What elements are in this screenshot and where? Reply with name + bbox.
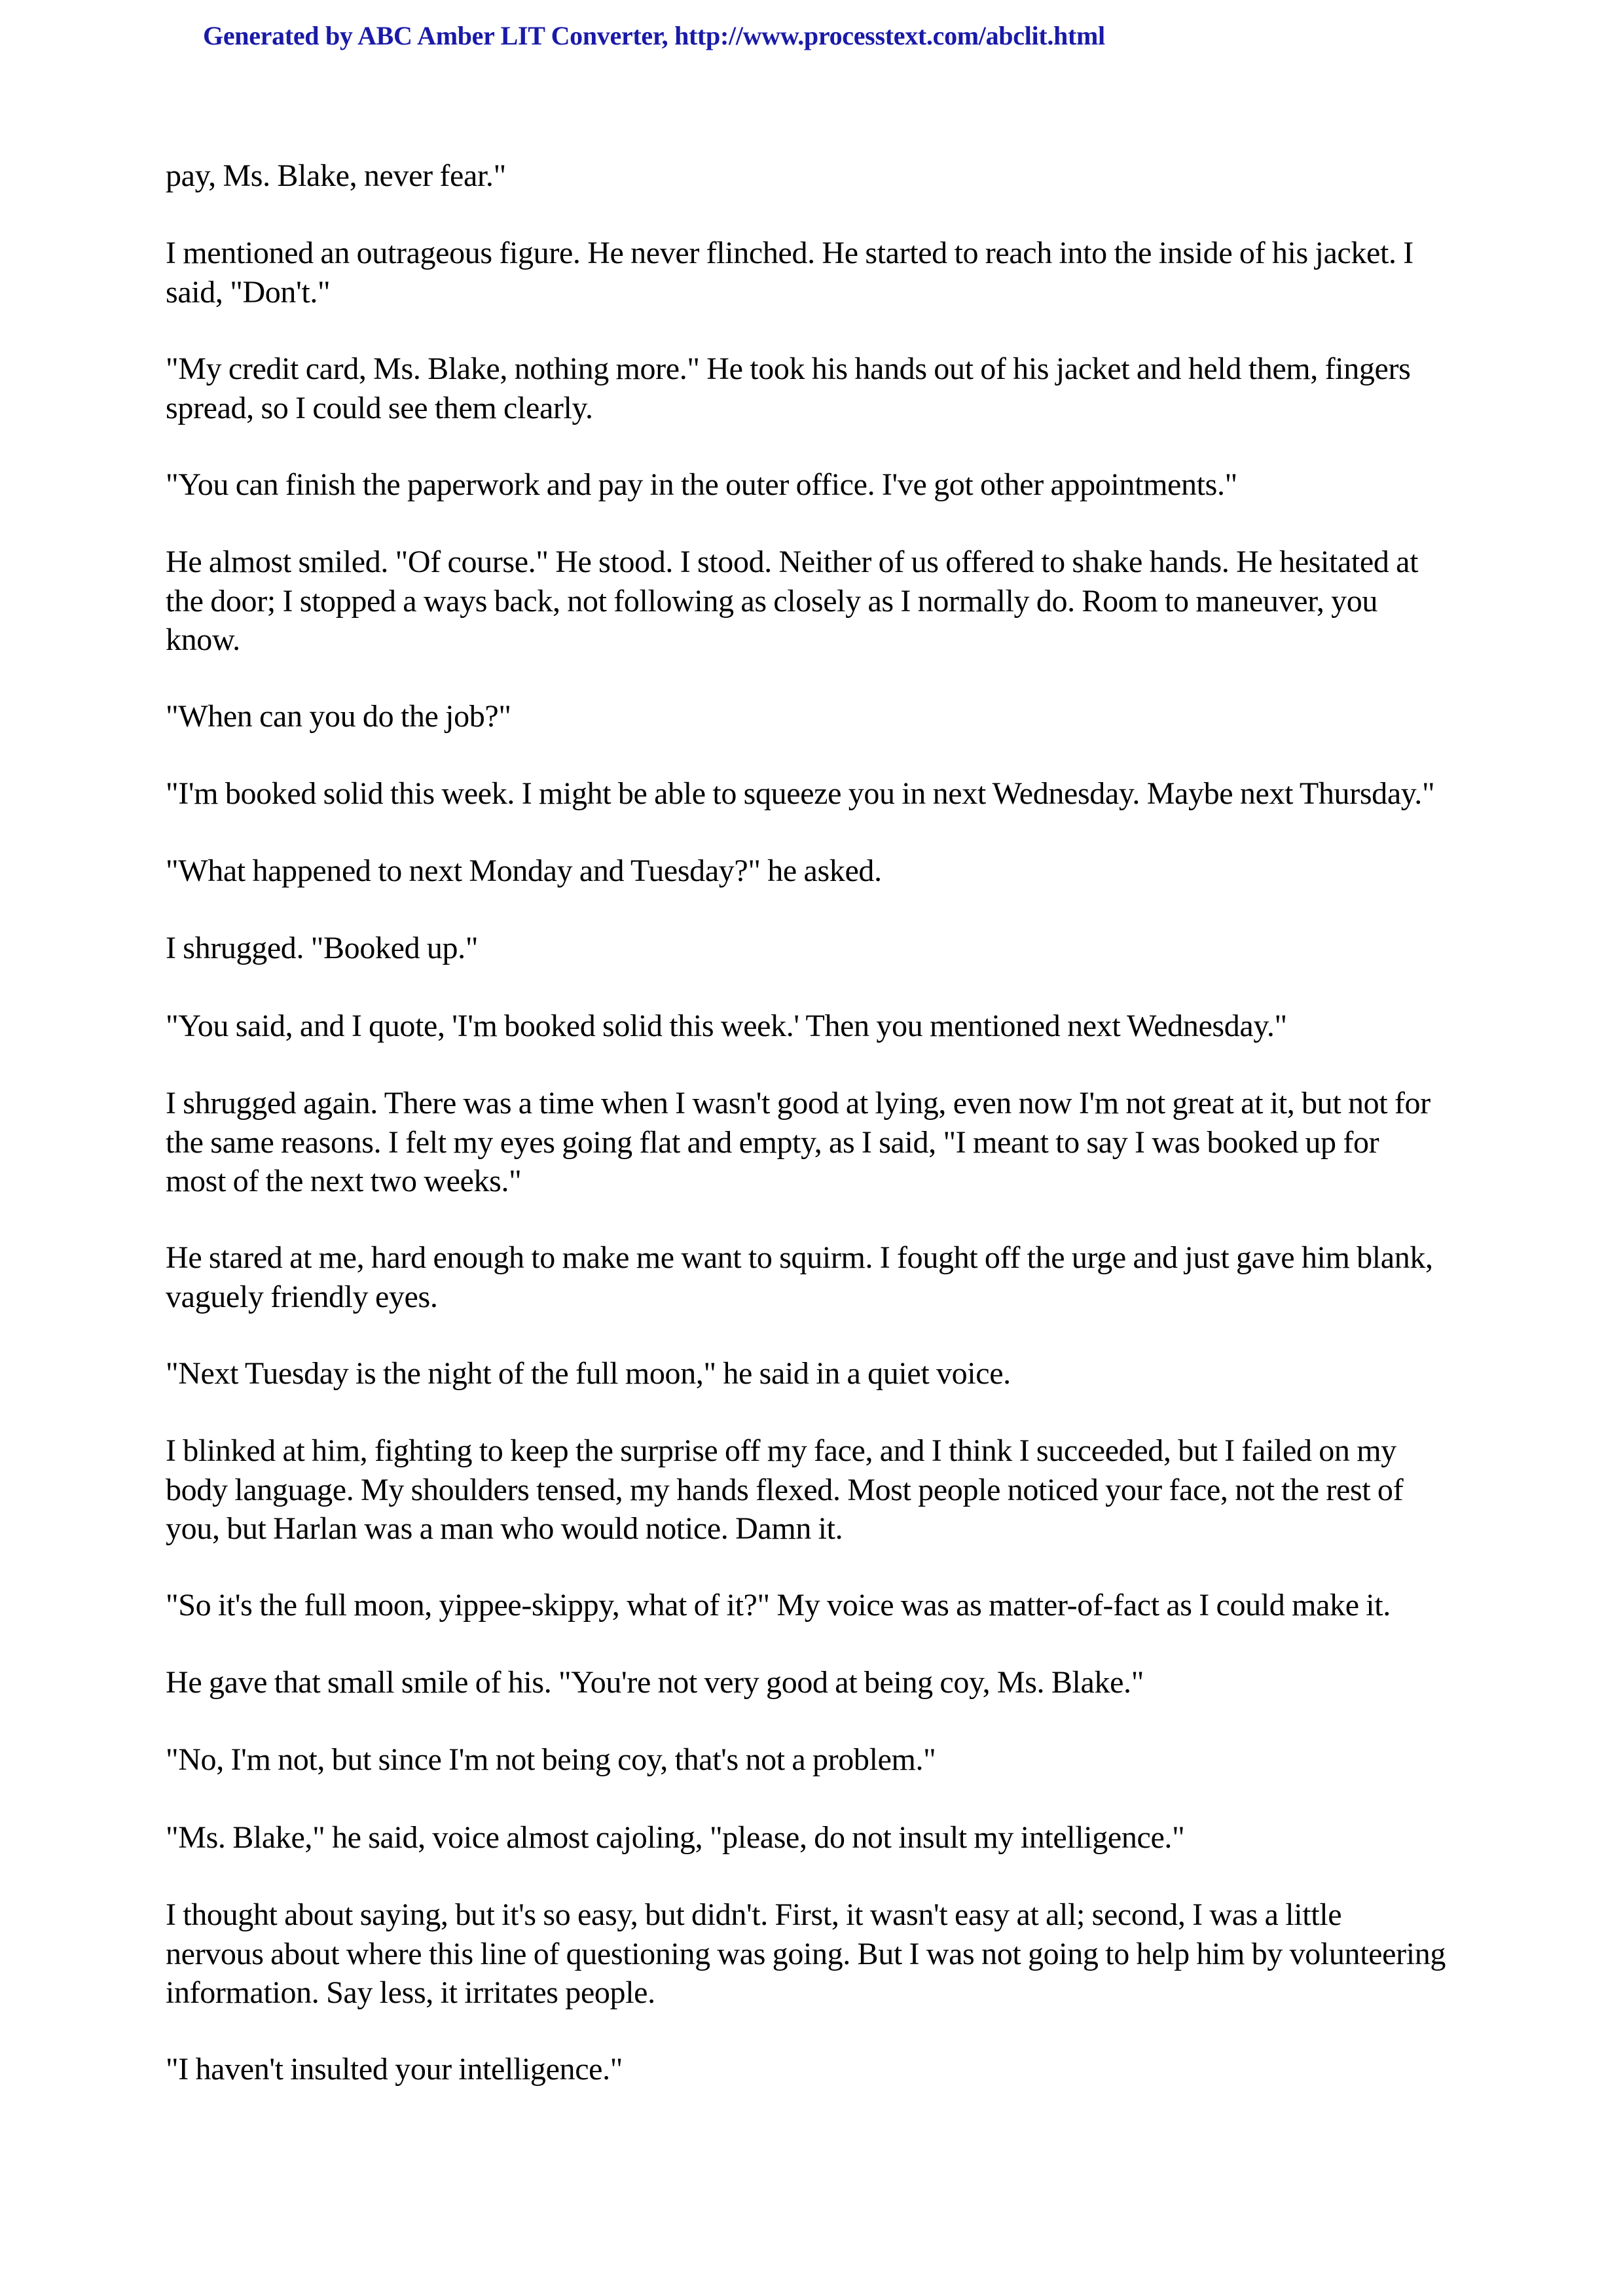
paragraph: He stared at me, hard enough to make me want to squirm. I fought off the urge and just gave him blank, vaguely friendly eyes.	[166, 1240, 1433, 1314]
paragraph: "Ms. Blake," he said, voice almost cajoling, "please, do not insult my intelligence."	[166, 1820, 1185, 1855]
paragraph: "What happened to next Monday and Tuesday?" he asked.	[166, 853, 882, 888]
paragraph: "My credit card, Ms. Blake, nothing more." He took his hands out of his jacket and held them, fingers spread, so I could see them clearly.	[166, 351, 1411, 425]
paragraph: I mentioned an outrageous figure. He never flinched. He started to reach into the inside of his jacket. I said, "Don't."	[166, 236, 1413, 310]
paragraph: I shrugged. "Booked up."	[166, 931, 479, 965]
paragraph: I thought about saying, but it's so easy, but didn't. First, it wasn't easy at all; second, I was a little nervous about where this line of questioning was going. But I was not going to help him by volunteering information. Say less, it irritates people.	[166, 1897, 1446, 2010]
paragraph: I blinked at him, fighting to keep the surprise off my face, and I think I succeeded, but I failed on my body language. My shoulders tensed, my hands flexed. Most people noticed your face, not the rest of you, but Harlan was a man who would notice. Damn it.	[166, 1433, 1404, 1546]
converter-header-link[interactable]: Generated by ABC Amber LIT Converter, http://www.processtext.com/abclit.html	[203, 21, 1105, 50]
paragraph: "You said, and I quote, 'I'm booked solid this week.' Then you mentioned next Wednesday."	[166, 1009, 1287, 1043]
paragraph: "You can finish the paperwork and pay in the outer office. I've got other appointments."	[166, 467, 1237, 502]
paragraph: He almost smiled. "Of course." He stood. I stood. Neither of us offered to shake hands. He hesitated at the door; I stopped a ways back, not following as closely as I normally do. Room to maneuver, you know.	[166, 545, 1419, 657]
paragraph: "No, I'm not, but since I'm not being coy, that's not a problem."	[166, 1742, 936, 1777]
paragraph: "When can you do the job?"	[166, 699, 511, 734]
paragraph: "I haven't insulted your intelligence."	[166, 2052, 623, 2087]
paragraph: "I'm booked solid this week. I might be able to squeeze you in next Wednesday. Maybe next Thursday."	[166, 776, 1435, 811]
paragraph: He gave that small smile of his. "You're not very good at being coy, Ms. Blake."	[166, 1665, 1144, 1700]
paragraph: pay, Ms. Blake, never fear."	[166, 158, 506, 193]
paragraph: I shrugged again. There was a time when I wasn't good at lying, even now I'm not great at it, but not for the same reasons. I felt my eyes going flat and empty, as I said, "I meant to say I was booked up for most of the next two weeks."	[166, 1086, 1431, 1198]
paragraph: "Next Tuesday is the night of the full moon," he said in a quiet voice.	[166, 1356, 1011, 1391]
paragraph: "So it's the full moon, yippee-skippy, what of it?" My voice was as matter-of-fact as I could make it.	[166, 1588, 1391, 1623]
